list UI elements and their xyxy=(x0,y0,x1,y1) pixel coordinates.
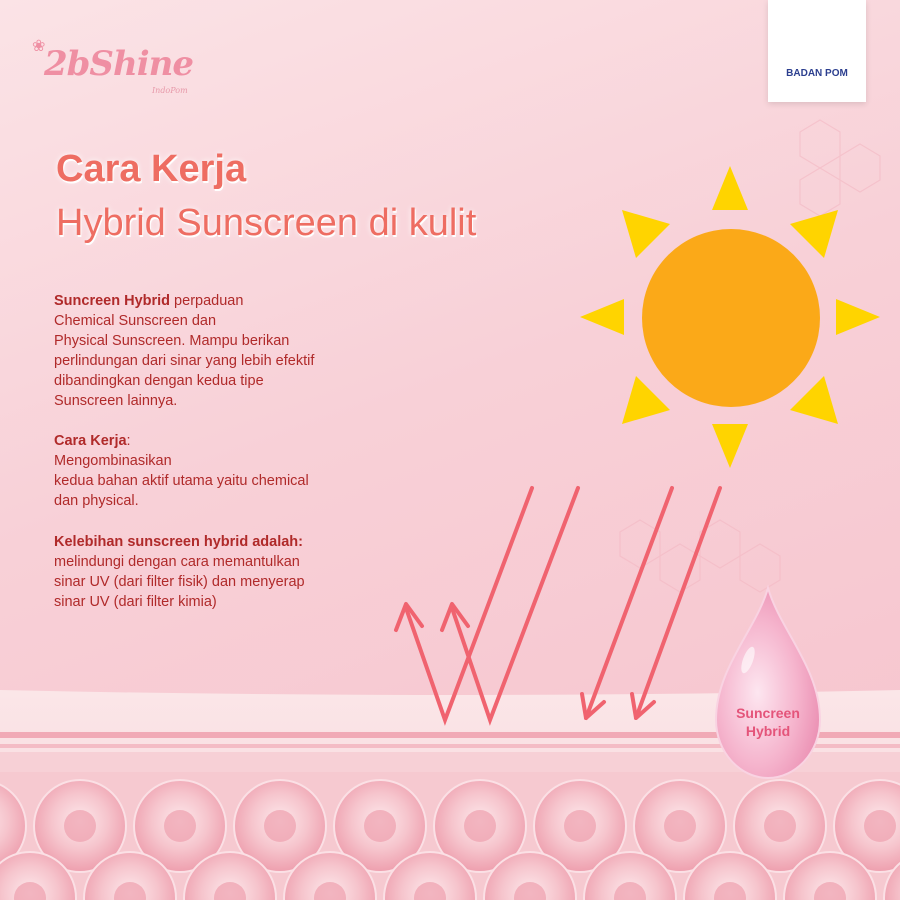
droplet-label-line-2: Hybrid xyxy=(745,723,791,739)
how-it-works-paragraph xyxy=(54,431,434,511)
skin-cell-nucleus xyxy=(264,810,296,842)
intro-line-2: Chemical Sunscreen dan xyxy=(54,313,217,329)
how-it-works-line-1: Mengombinasikan xyxy=(54,453,172,469)
intro-line-1 xyxy=(54,293,243,309)
logo-flower-icon: ❀ xyxy=(32,36,46,55)
skin-cell-nucleus xyxy=(864,810,896,842)
badan-pom-badge xyxy=(768,0,866,102)
intro-line-1-rest: perpaduan xyxy=(170,293,244,309)
benefits-heading: Kelebihan sunscreen hybrid adalah: xyxy=(54,534,303,550)
intro-line-6: Sunscreen lainnya. xyxy=(54,393,178,409)
badan-pom-label: BADAN POM xyxy=(786,68,848,79)
droplet-label-line-1: Suncreen xyxy=(736,705,800,721)
skin-cell-nucleus xyxy=(664,810,696,842)
skin-cell-nucleus xyxy=(764,810,796,842)
benefits-line-1: melindungi dengan cara memantulkan xyxy=(54,554,300,570)
how-it-works-colon: : xyxy=(126,433,131,449)
skin-cell-nucleus xyxy=(364,810,396,842)
intro-line-3: Physical Sunscreen. Mampu berikan xyxy=(54,333,290,349)
uv-ray-arrows xyxy=(396,488,720,720)
benefits-line-3: sinar UV (dari filter kimia) xyxy=(54,594,217,610)
sun-icon xyxy=(580,166,880,468)
benefits-paragraph xyxy=(54,532,434,612)
how-it-works-line-3: dan physical. xyxy=(54,493,139,509)
benefits-line-2: sinar UV (dari filter fisik) dan menyerap xyxy=(54,574,305,590)
intro-line-5: dibandingkan dengan kedua tipe xyxy=(54,373,264,389)
how-it-works-heading xyxy=(54,431,434,451)
brand-logo-subtext: IndoPom xyxy=(152,86,188,95)
how-it-works-bold: Cara Kerja xyxy=(54,433,127,449)
intro-bold: Suncreen Hybrid xyxy=(54,293,171,309)
skin-cell-nucleus xyxy=(464,810,496,842)
droplet-label xyxy=(718,704,818,740)
intro-line-4: perlindungan dari sinar yang lebih efektif xyxy=(54,353,315,369)
skin-cell-nucleus xyxy=(64,810,96,842)
skin-cell-nucleus xyxy=(564,810,596,842)
how-it-works-line-2: kedua bahan aktif utama yaitu chemical xyxy=(54,473,309,489)
brand-logo: 2bShine xyxy=(44,44,193,84)
intro-paragraph xyxy=(54,291,434,411)
skin-cell-nucleus xyxy=(164,810,196,842)
title-line-1: Cara Kerja xyxy=(56,148,247,190)
title-line-2: Hybrid Sunscreen di kulit xyxy=(56,202,477,244)
sunscreen-droplet-icon xyxy=(716,588,820,778)
